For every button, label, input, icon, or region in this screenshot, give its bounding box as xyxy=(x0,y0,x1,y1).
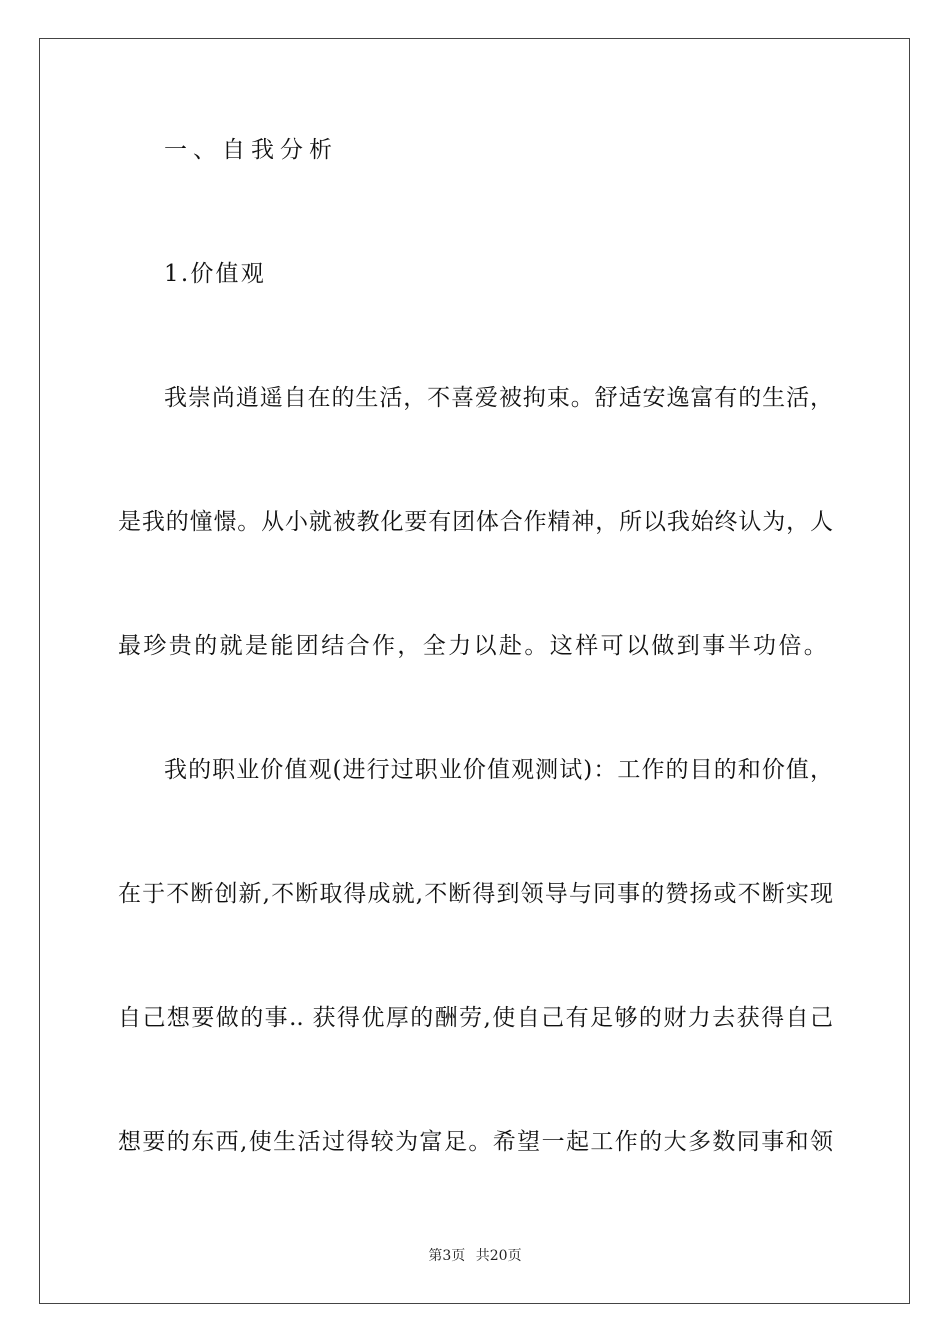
paragraph-line: 自己想要做的事.. 获得优厚的酬劳,使自己有足够的财力去获得自己 xyxy=(118,1005,833,1031)
page-footer xyxy=(0,1247,950,1265)
page-number: 第3页 xyxy=(428,1248,466,1264)
page-total: 共20页 xyxy=(475,1248,522,1264)
subsection-heading: 1.价值观 xyxy=(164,261,266,287)
paragraph-line: 在于不断创新,不断取得成就,不断得到领导与同事的赞扬或不断实现 xyxy=(118,881,833,907)
paragraph-line: 最珍贵的就是能团结合作，全力以赴。这样可以做到事半功倍。 xyxy=(118,633,830,659)
paragraph-line: 我的职业价值观(进行过职业价值观测试)：工作的目的和价值， xyxy=(164,757,833,783)
paragraph-line: 我崇尚逍遥自在的生活，不喜爱被拘束。舒适安逸富有的生活， xyxy=(164,385,833,411)
paragraph-line: 想要的东西,使生活过得较为富足。希望一起工作的大多数同事和领 xyxy=(118,1129,833,1155)
section-heading: 一、自我分析 xyxy=(164,137,338,163)
page-border xyxy=(39,38,910,1304)
paragraph-line: 是我的憧憬。从小就被教化要有团体合作精神，所以我始终认为，人 xyxy=(118,509,833,535)
